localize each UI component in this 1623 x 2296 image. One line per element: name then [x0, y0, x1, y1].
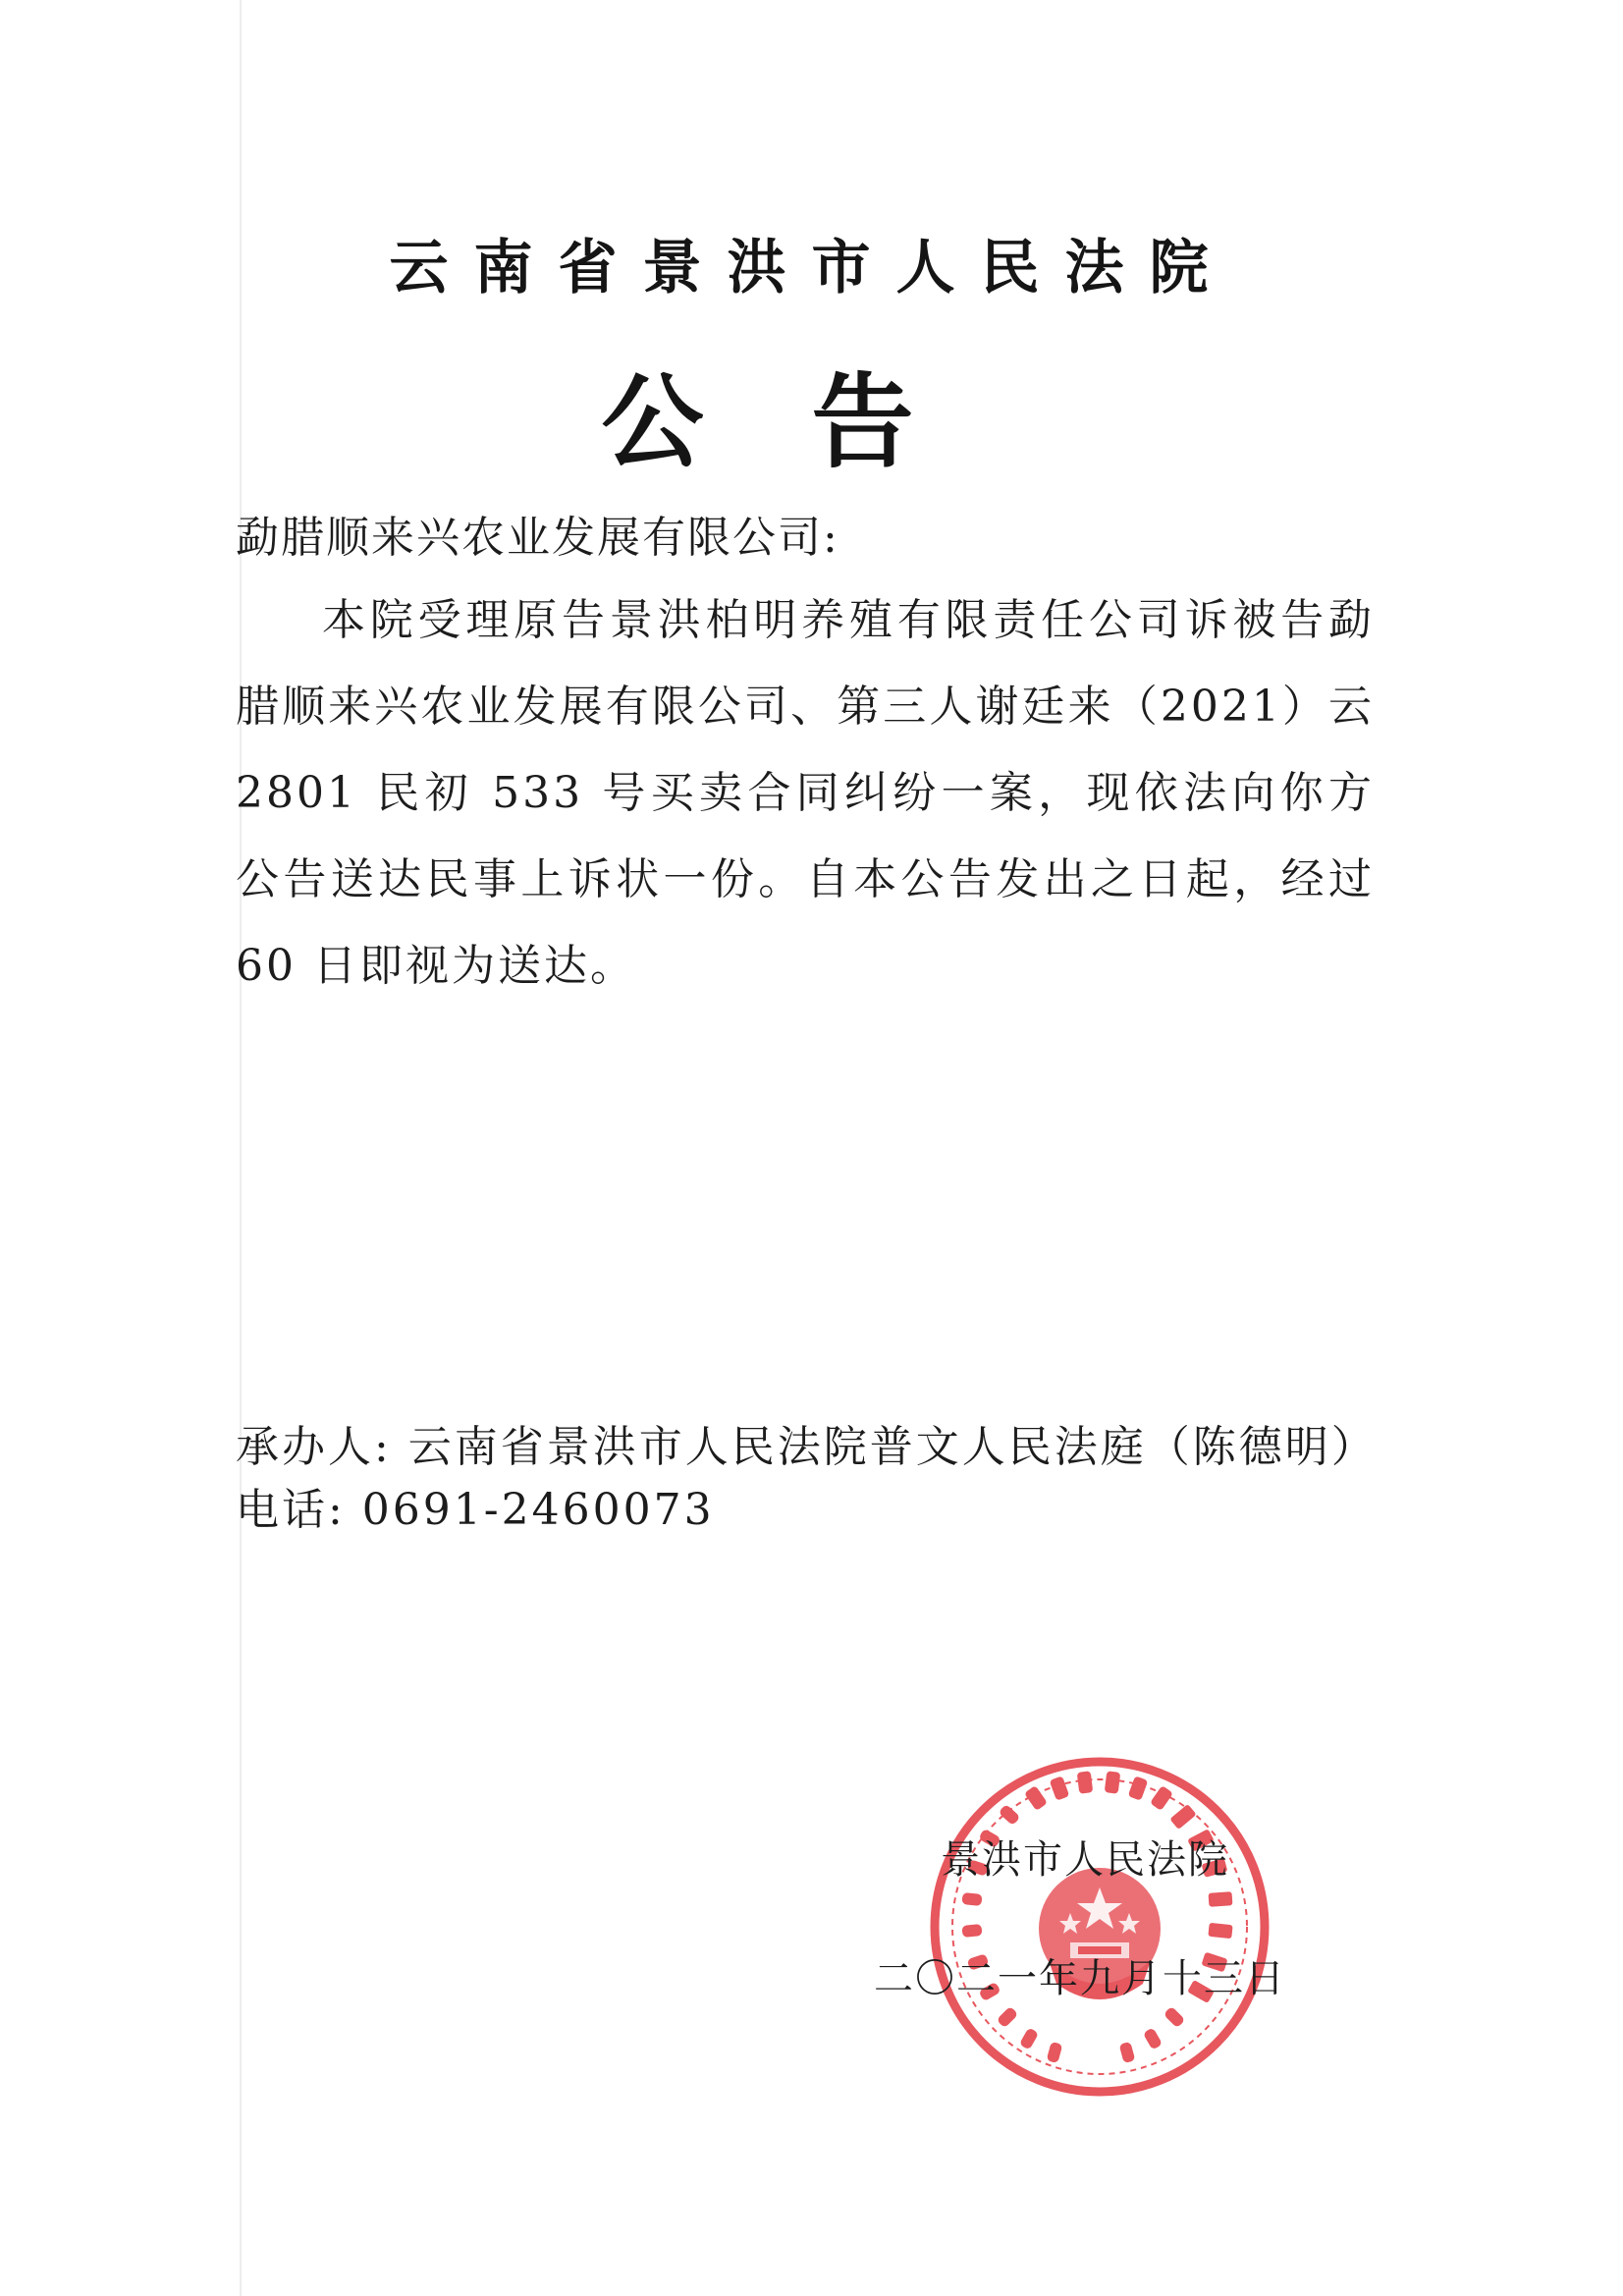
court-name-heading: 云南省景洪市人民法院: [389, 234, 1234, 302]
scan-edge-line: [240, 0, 242, 2296]
addressee: 勐腊顺来兴农业发展有限公司:: [236, 513, 839, 563]
notice-body: 本院受理原告景洪柏明养殖有限责任公司诉被告勐腊顺来兴农业发展有限公司、第三人谢廷来（2021）云 2801 民初 533 号买卖合同纠纷一案，现依法向你方公告送达民事上诉状一份。自本公告发出之日起，经过 60 日即视为送达。: [236, 595, 1375, 991]
handler-line: 承办人: 云南省景洪市人民法院普文人民法庭（陈德明）: [236, 1422, 1378, 1472]
court-seal-stamp: [923, 1750, 1276, 2104]
notice-title: 公告: [601, 362, 1022, 482]
signature-date: 二〇二一年九月十三日: [874, 1956, 1286, 2001]
signature-court-name: 景洪市人民法院: [941, 1837, 1229, 1883]
phone-line: 电话: 0691-2460073: [236, 1485, 715, 1535]
